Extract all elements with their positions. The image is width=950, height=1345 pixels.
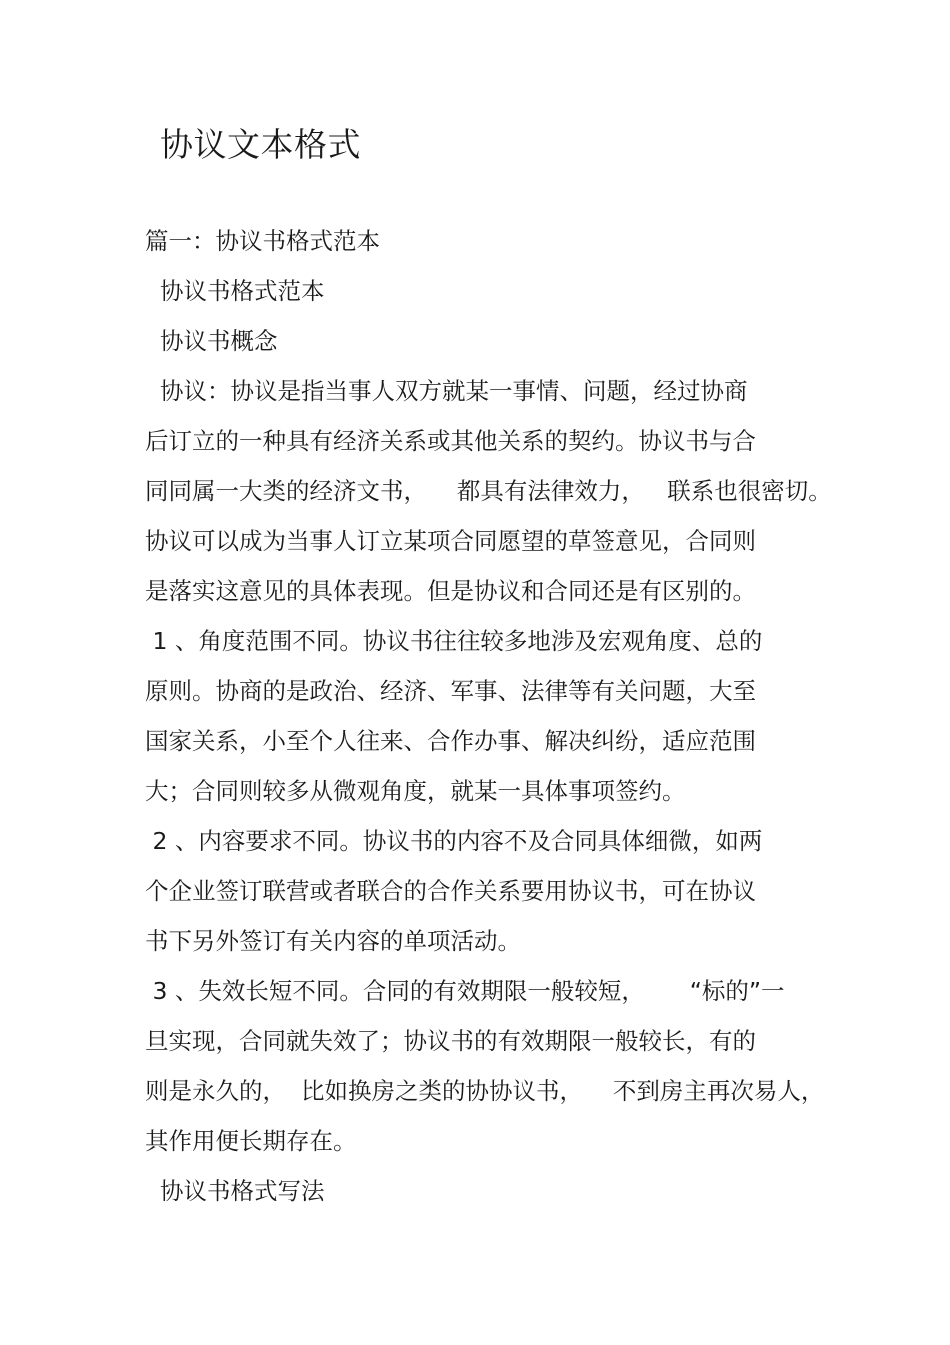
text-line-20: 协议书格式写法	[145, 1177, 325, 1205]
text-line-9: 1 、角度范围不同。协议书往往较多地涉及宏观角度、总的	[145, 627, 763, 655]
text-line-10: 原则。协商的是政治、经济、军事、法律等有关问题，大至	[145, 677, 756, 705]
text-line-18: 则是永久的， 比如换房之类的协协议书， 不到房主再次易人，	[145, 1077, 825, 1105]
text-line-5: 后订立的一种具有经济关系或其他关系的契约。协议书与合	[145, 427, 756, 455]
text-line-16: 3 、失效长短不同。合同的有效期限一般较短， “标的”一	[145, 977, 785, 1005]
text-line-19: 其作用便长期存在。	[145, 1127, 357, 1155]
text-line-7: 协议可以成为当事人订立某项合同愿望的草签意见，合同则	[145, 527, 756, 555]
text-line-3: 协议书概念	[145, 327, 278, 355]
text-line-1: 篇一：协议书格式范本	[145, 227, 380, 255]
text-line-17: 旦实现，合同就失效了；协议书的有效期限一般较长，有的	[145, 1027, 756, 1055]
page-title: 协议文本格式	[160, 125, 361, 164]
text-line-6: 同同属一大类的经济文书， 都具有法律效力， 联系也很密切。	[145, 477, 832, 505]
text-line-2: 协议书格式范本	[145, 277, 325, 305]
text-line-14: 个企业签订联营或者联合的合作关系要用协议书，可在协议	[145, 877, 756, 905]
text-line-13: 2 、内容要求不同。协议书的内容不及合同具体细微，如两	[145, 827, 763, 855]
text-line-15: 书下另外签订有关内容的单项活动。	[145, 927, 521, 955]
text-line-12: 大；合同则较多从微观角度，就某一具体事项签约。	[145, 777, 686, 805]
text-line-11: 国家关系，小至个人往来、合作办事、解决纠纷，适应范围	[145, 727, 756, 755]
text-line-8: 是落实这意见的具体表现。但是协议和合同还是有区别的。	[145, 577, 756, 605]
text-line-4: 协议：协议是指当事人双方就某一事情、问题，经过协商	[145, 377, 748, 405]
